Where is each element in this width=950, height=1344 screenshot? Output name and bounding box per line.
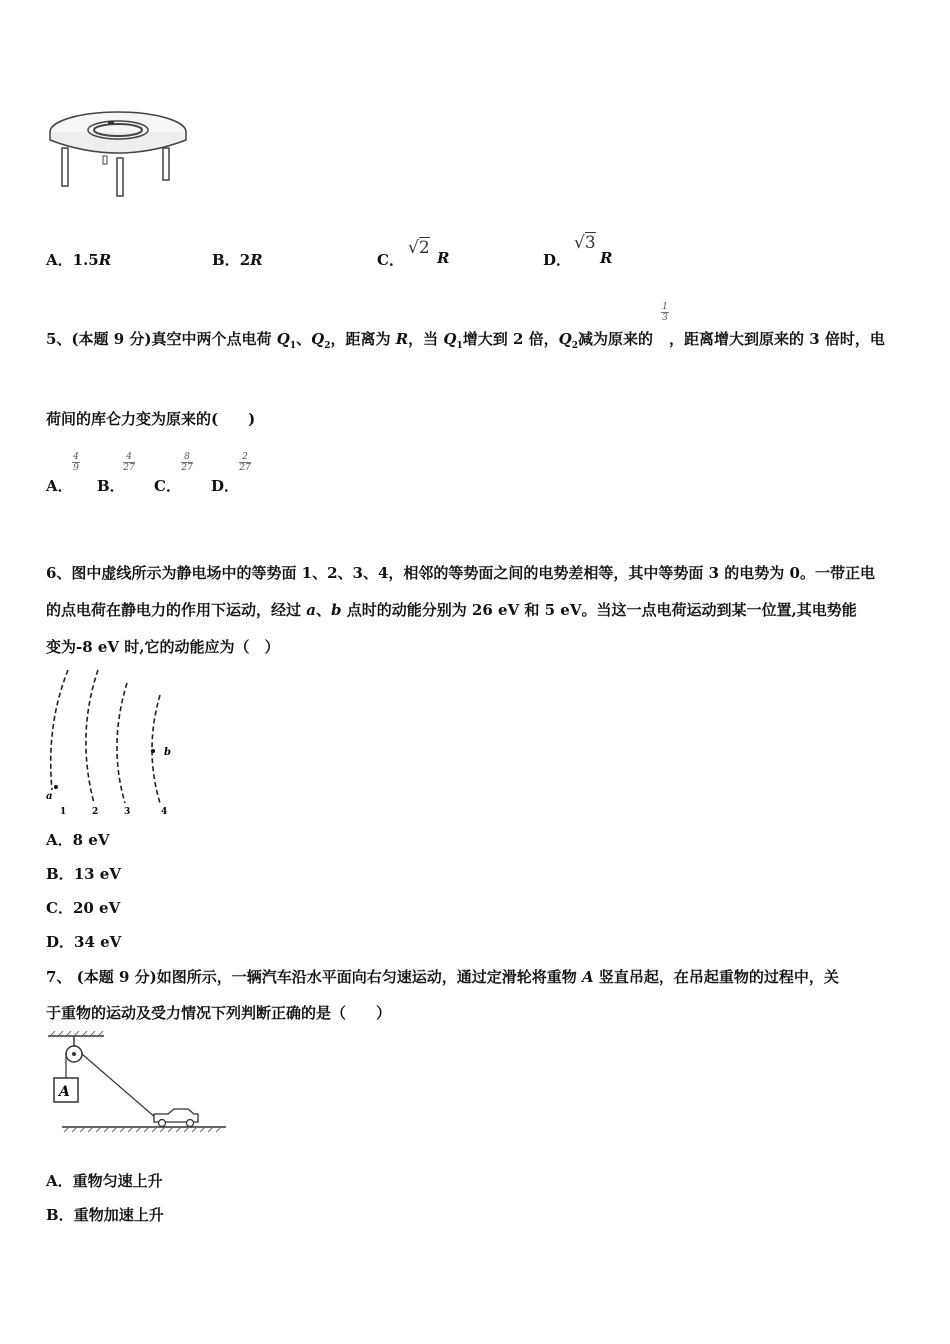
- q4-option-c: [377, 249, 404, 270]
- weight-a: A: [581, 968, 594, 986]
- q1-sub: 1: [289, 341, 297, 351]
- car-wheel: [159, 1120, 166, 1127]
- option-text: 20 eV: [72, 899, 121, 917]
- table-leg: [62, 148, 68, 186]
- q7-line2: 于重物的运动及受力情况下列判断正确的是（ ）: [46, 1004, 392, 1022]
- option-text: 重物匀速上升: [72, 1172, 163, 1190]
- label-4: 4: [161, 807, 168, 817]
- car-wheel: [187, 1120, 194, 1127]
- radicand: 3: [584, 233, 596, 253]
- point-b: b: [330, 601, 342, 619]
- round-table-figure: [46, 108, 191, 200]
- equipotential-line-4: [152, 695, 160, 803]
- q7-line1: [46, 966, 839, 987]
- q5-option-d: D．: [211, 477, 240, 495]
- q6-option-a: [46, 829, 109, 850]
- option-var: R: [98, 251, 112, 269]
- q5-option-b: B．: [97, 477, 125, 495]
- q2: Q: [311, 330, 325, 348]
- coin: [108, 121, 114, 124]
- option-label: B．: [212, 251, 240, 269]
- label-1: 1: [60, 807, 67, 817]
- option-label: A．: [46, 1172, 73, 1190]
- q5-line2: 荷间的库仑力变为原来的( ): [46, 410, 256, 428]
- label-3: 3: [124, 807, 131, 817]
- q4-option-b: [212, 249, 263, 270]
- point-a-dot: [54, 785, 58, 789]
- q5-frac-a: [72, 452, 80, 473]
- option-var: R: [437, 249, 450, 267]
- q7-option-a: [46, 1170, 163, 1191]
- label-2: 2: [92, 807, 99, 817]
- option-var: R: [600, 249, 613, 267]
- q1-sub: 1: [456, 341, 463, 351]
- q5-line1: [46, 328, 885, 351]
- weight-label: A: [59, 1084, 70, 1100]
- q2: Q: [558, 330, 572, 348]
- pulley-car-figure: [46, 1030, 231, 1140]
- fraction-one-third: [661, 302, 669, 323]
- option-label: D．: [46, 933, 75, 951]
- frac-num: 4: [126, 452, 132, 462]
- option-var: R: [250, 251, 263, 269]
- q5-text: ，当: [408, 330, 444, 348]
- frac-num: 1: [662, 302, 668, 312]
- sqrt-sign: √: [574, 233, 585, 253]
- q2-sub: 2: [571, 341, 578, 351]
- table-leg: [117, 158, 123, 196]
- option-label: A．: [46, 831, 73, 849]
- q4-option-a: [46, 249, 111, 270]
- q5-frac-b: [123, 452, 135, 473]
- label-a: a: [46, 791, 53, 802]
- pulley-axle: [72, 1052, 76, 1056]
- q1: Q: [276, 330, 290, 348]
- option-label: C．: [377, 251, 404, 269]
- q5-option-a: A．: [46, 477, 73, 495]
- q1: Q: [443, 330, 457, 348]
- frac-num: 8: [184, 452, 190, 462]
- q6-line3: 变为-8 eV 时,它的动能应为（ ）: [46, 638, 280, 656]
- q6-option-b: [46, 863, 121, 884]
- frac-den: 27: [239, 463, 251, 473]
- option-label: B．: [46, 865, 74, 883]
- table-leg: [163, 148, 169, 180]
- frac-num: 2: [242, 452, 248, 462]
- q6-line1: 6、图中虚线所示为静电场中的等势面 1、2、3、4，相邻的等势面之间的电势差相等，其中等势面 3 的电势为 0。一带正电: [46, 564, 875, 582]
- q5-frac-c: [181, 452, 193, 473]
- frac-den: 3: [662, 313, 668, 323]
- option-label: B．: [46, 1206, 74, 1224]
- q5-text: 增大到 2 倍，: [462, 330, 559, 348]
- option-text: 13 eV: [73, 865, 121, 883]
- option-text: 34 eV: [74, 933, 122, 951]
- q6-line2: [46, 599, 857, 620]
- frac-den: 27: [123, 463, 135, 473]
- point-a: a: [306, 601, 316, 619]
- option-text: 8 eV: [72, 831, 110, 849]
- frac-num: 4: [73, 452, 79, 462]
- point-b-dot: [151, 749, 155, 753]
- equipotential-line-2: [86, 670, 98, 803]
- q5-frac-d: [239, 452, 251, 473]
- sqrt-sign: √: [408, 238, 419, 258]
- q6-option-c: [46, 897, 120, 918]
- equipotential-line-1: [51, 670, 68, 790]
- q5-text: ，距离为: [330, 330, 396, 348]
- sep: 、: [296, 330, 312, 348]
- option-label: A．: [46, 251, 73, 269]
- q6-option-d: [46, 931, 121, 952]
- r: R: [395, 330, 409, 348]
- q5-option-c: C．: [154, 477, 181, 495]
- table-leg: [103, 156, 107, 164]
- q5-text: ，距离增大到原来的 3 倍时，电: [668, 330, 885, 348]
- q4-option-d: [543, 249, 571, 270]
- rope-diagonal: [82, 1054, 156, 1118]
- option-value: 1.5: [72, 251, 99, 269]
- q7-text: 7、 (本题 9 分)如图所示，一辆汽车沿水平面向右匀速运动，通过定滑轮将重物: [46, 968, 582, 986]
- radicand: 2: [418, 238, 430, 258]
- q6-text: 的点电荷在静电力的作用下运动，经过: [46, 601, 307, 619]
- q6-text: 点时的动能分别为 26 eV 和 5 eV。当这一点电荷运动到某一位置,其电势能: [341, 601, 857, 619]
- q5-text: 减为原来的: [577, 330, 653, 348]
- frac-den: 27: [181, 463, 193, 473]
- sqrt-3: [574, 233, 596, 253]
- equipotential-line-3: [117, 683, 127, 803]
- frac-den: 9: [73, 463, 79, 473]
- option-text: 重物加速上升: [73, 1206, 164, 1224]
- equipotential-figure: [40, 665, 190, 820]
- q7-option-b: [46, 1204, 164, 1225]
- option-value: 2: [239, 251, 251, 269]
- sqrt-2: [408, 238, 430, 258]
- q5-text: 5、(本题 9 分)真空中两个点电荷: [46, 330, 277, 348]
- option-label: D．: [543, 251, 572, 269]
- q7-text: 竖直吊起，在吊起重物的过程中，关: [593, 968, 839, 986]
- label-b: b: [164, 747, 171, 758]
- q2-sub: 2: [324, 341, 331, 351]
- option-label: C．: [46, 899, 73, 917]
- sep: 、: [315, 601, 331, 619]
